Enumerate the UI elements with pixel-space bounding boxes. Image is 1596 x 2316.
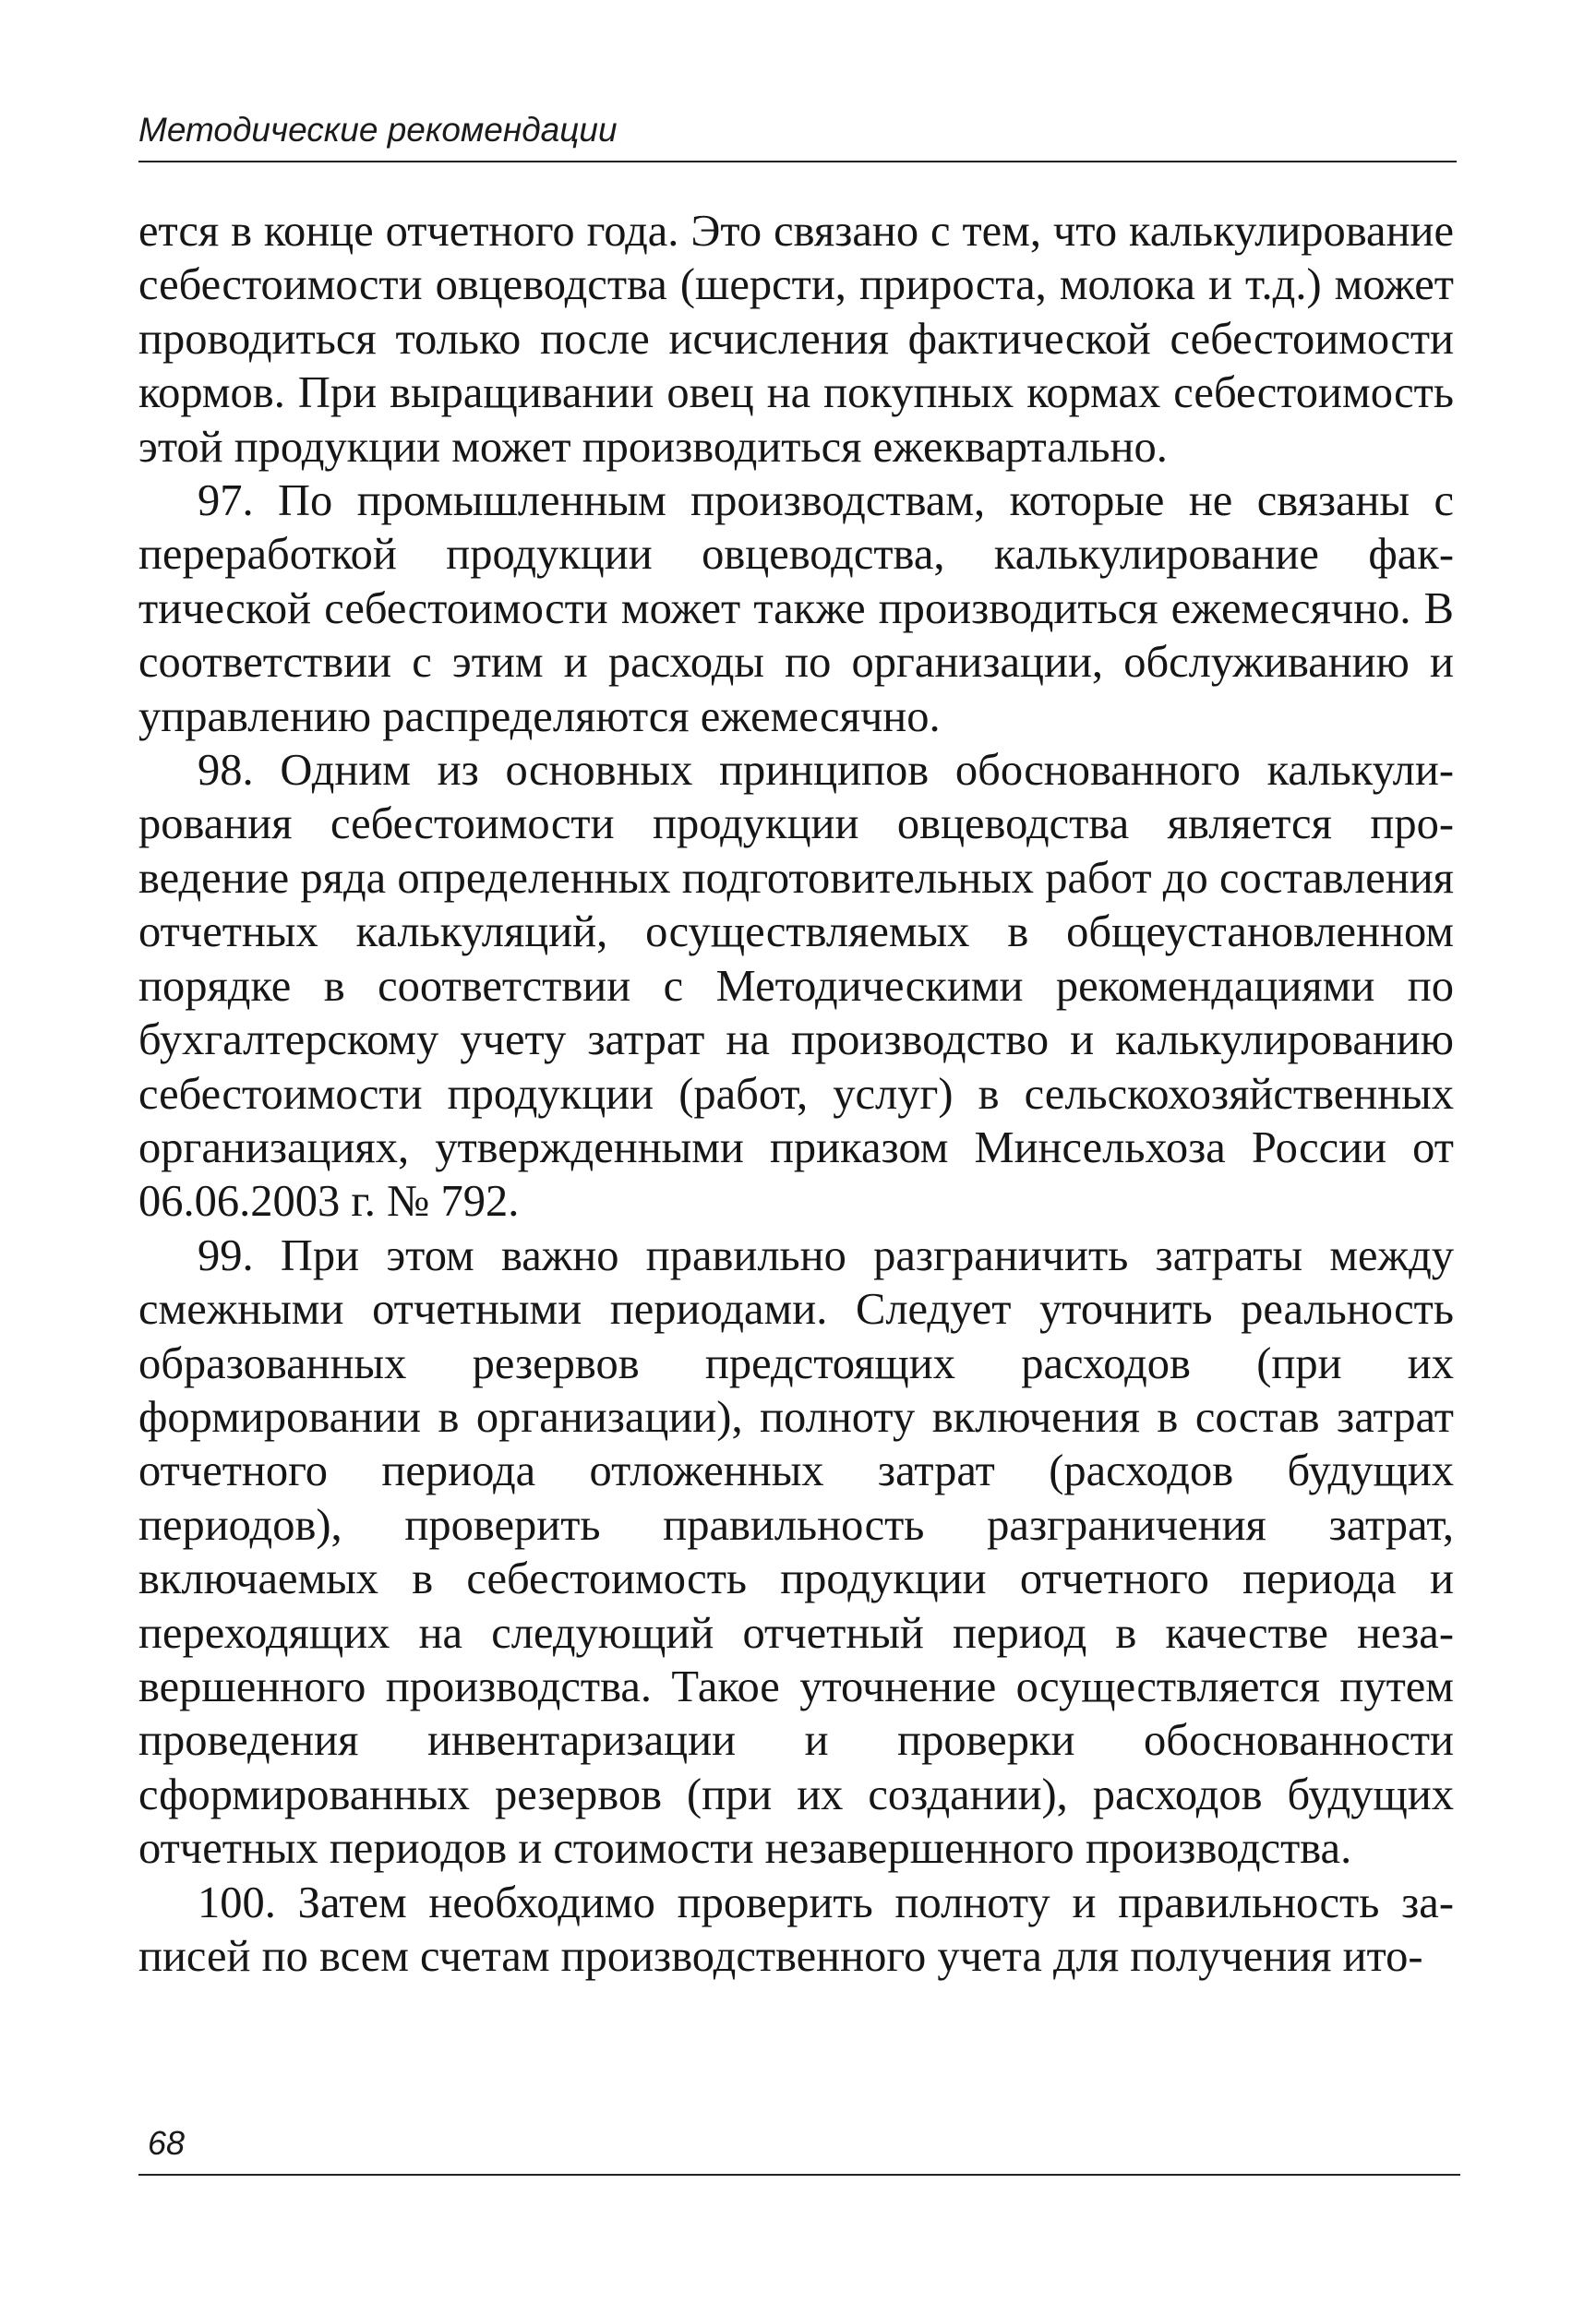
paragraph-97: 97. По промышленным производствам, которые не связаны с переработкой продукции овцеводства, калькулирование фактической себестоимости может также производиться ежемесячно. В соответствии с этим и расходы по организации, обслуживанию и управлению распределяются ежемесячно. <box>138 476 1454 741</box>
running-head: Методические рекомендации <box>138 111 618 149</box>
paragraph-100: 100. Затем необходимо проверить полноту и правильность записей по всем счетам производственного учета для получения ито- <box>138 1878 1454 1981</box>
paragraph-99: 99. При этом важно правильно разграничить затраты между смежными отчетными периодами. Следует уточнить реальность образованных резервов предстоящих расходов (при их формировании в организации), полноту включения в состав затрат отчетного периода отложенных затрат (расходов будущих периодов), проверить правильность разграничения затрат, включаемых в себестоимость продукции отчетного периода и переходящих на следующий отчетный период в качестве незавершенного производства. Такое уточнение осуществляется путем проведения инвентаризации и проверки обоснованности сформированных резервов (при их создании), расходов будущих отчетных периодов и стоимости незавершенного производства. <box>138 1230 1454 1874</box>
page-number: 68 <box>148 2124 186 2162</box>
header-rule <box>138 161 1457 162</box>
footer-rule <box>138 2174 1460 2176</box>
paragraph-continuation: ется в конце отчетного года. Это связано с тем, что калькулирование себестоимости овцеводства (шерсти, прироста, молока и т.д.) может проводиться только после исчисления фактической себестоимости кормов. При выращивании овец на покупных кормах себестоимость этой продукции может производиться ежеквартально. <box>138 207 1454 472</box>
body-text <box>138 205 1454 1984</box>
paragraph-98: 98. Одним из основных принципов обоснованного калькулирования себестоимости продукции овцеводства является проведение ряда определенных подготовительных работ до составления отчетных калькуляций, осуществляемых в общеустановленном порядке в соответствии с Методическими рекомендациями по бухгалтерскому учету затрат на производство и калькулированию себестоимости продукции (работ, услуг) в сельскохозяйственных организациях, утвержденными приказом Минсельхоза России от 06.06.2003 г. № 792. <box>138 746 1454 1227</box>
